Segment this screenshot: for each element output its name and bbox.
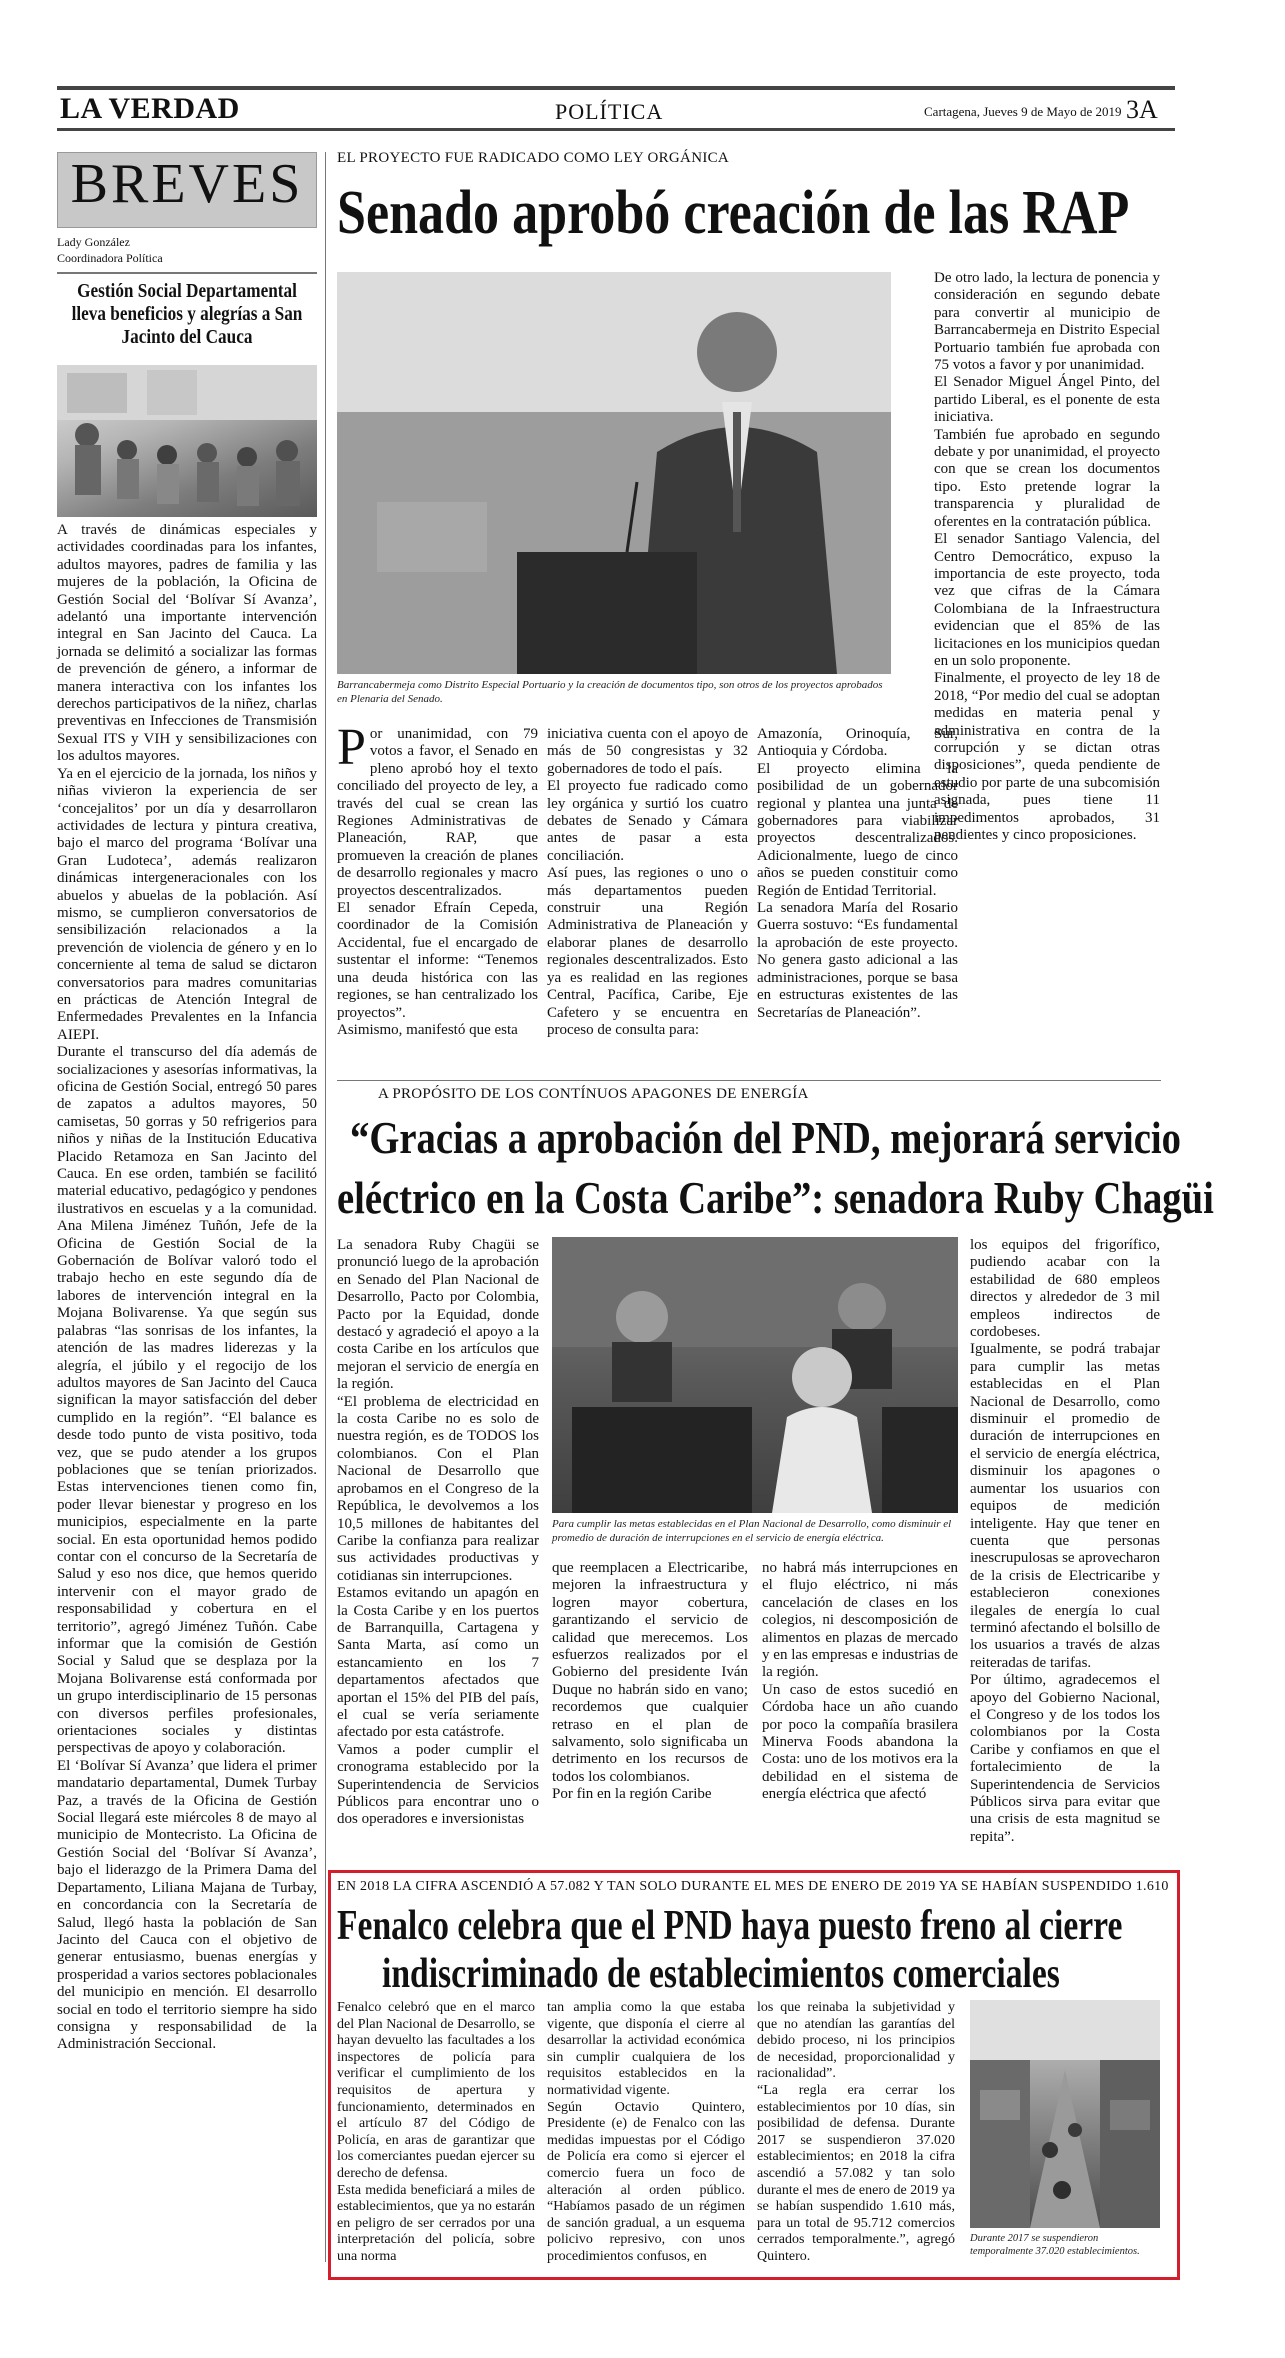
column-divider: [325, 152, 326, 2262]
page-number: 3A: [1126, 95, 1158, 124]
market-street-image: [970, 2000, 1160, 2228]
masthead-rule: [57, 128, 1175, 131]
story3-col3-text: los que reinaba la subjetividad y que no atendían las garantías del debido proceso, ni los principios de necesidad, proporcionalidad y racionalidad”. “La regla era cerrar los establecimientos por 10 días, sin posibilidad de defensa. Durante 2017 se suspendieron 37.020 establecimientos; en 2018 la cifra ascendió a 57.082 y tan solo durante el mes de enero de 2019 ya se habían suspendido 1.610 más, para un total de 95.712 comercios cerrados temporalmente.”, agregó Quintero.: [757, 2000, 955, 2264]
story3-headline-line2: indiscriminado de establecimientos comerciales: [382, 1951, 1060, 1997]
breves-rule: [57, 272, 317, 274]
story1-caption: Barrancabermeja como Distrito Especial Portuario y la creación de documentos tipo, son otros de los proyectos aprobados en Plenaria del Senado.: [337, 679, 883, 705]
masthead-title: LA VERDAD: [60, 92, 240, 125]
senator-seated-image: [552, 1237, 958, 1513]
story3-col2-text: tan amplia como la que estaba vigente, que disponía el cierre al desarrollar la actividad económica sin cumplir cualquiera de los requisitos establecidos en la normatividad vigente. Según Octavio Quintero, Presidente (e) de Fenalco con las medidas impuestas por el Código de Policía era como si ejercer el comercio fuera un foco de alteración al orden público. “Habíamos pasado de un régimen de sanción gradual, a un esquema policivo represivo, con unos procedimientos confusos, en: [547, 2000, 745, 2264]
story1-col4: [934, 270, 1160, 1022]
story1-headline: Senado aprobó creación de las RAP: [337, 179, 1130, 247]
breves-body-text: A través de dinámicas especiales y actividades coordinadas para los infantes, adultos mayores, padres de familia y las mujeres de la población, la Oficina de Gestión Social del ‘Bolívar Sí Avanza’, adelantó una importante intervención integral en San Jacinto del Cauca. La jornada se delimitó a socializar las formas de prevención de género, a informar de manera interactiva con los infantes los derechos participativos de la niñez, charlas preventivas en Infecciones de Transmisión Sexual ITS y VIH y sensibilizaciones con los adultos mayores. Ya en el ejercicio de la jornada, los niños y niñas vivieron la experiencia de ser ‘concejalitos’ por un día y desarrollaron actividades de lectura y pintura creativa, bajo el marco del programa ‘Bolívar una Gran Ludoteca’, además realizaron dinámicas intergeneracionales con los abuelos y abuelas de la población. Así mismo, se cumplieron conversatorios de sensibilización relacionados a la prevención de violencia de género y en lo concerniente al tema de salud se dictaron conversatorios para madres comunitarias en prácticas de Atención Integral de Enfermedades Prevalentes en la Infancia AIEPI. Durante el transcurso del día además de socializaciones y asesorías informativas, la oficina de Gestión Social, entregó 50 pares de zapatos a adultos mayores, 50 camisetas, 50 gorras y 50 refrigerios para niños y niñas de la Institución Educativa Placido Retamoza en San Jacinto del Cauca. En ese orden, también se facilitó material educativo, pedagógico y pendones ilustrativos en escuelas y a la comunidad. Ana Milena Jiménez Tuñón, Jefe de la Oficina de Gestión Social de la Gobernación de Bolívar valoró todo el trabajo hecho en este segundo día de labores de intervención integral en la Mojana Bolivarense. Ya que según sus palabras “las sonrisas de los infantes, la atención de las madres liderezas y la alegría, el júbilo y el regocijo de los adultos mayores de San Jacinto del Cauca significan la mayor satisfacción del deber cumplido en la región”. “El balance es desde todo punto de vista positivo, toda vez, que se pudo atender a los grupos poblaciones que se tenían priorizados. Estas intervenciones tienen como fin, poder llevar bienestar y progreso en los municipios, especialmente en la parte social. En esta oportunidad hemos podido contar con el concurso de la Secretaría de Salud y eso nos dice, que hemos querido intervenir con el mayor grado de responsabilidad y cobertura en el territorio”, agregó Jiménez Tuñón. Cabe informar que la comisión de Gestión Social y Salud que se desplaza por la Mojana Bolivarense está conformada por un grupo interdisciplinario de 15 personas con diversos perfiles profesionales, orientaciones sociales y distintas perspectivas de apoyo y colaboración. El ‘Bolívar Sí Avanza’ que lidera el primer mandatario departamental, Dumek Turbay Paz, a través de la Oficina de Gestión Social llegará este miércoles 8 de mayo al municipio de Montecristo. La Oficina de Gestión Social del ‘Bolívar Sí Avanza’, bajo el liderazgo de la Primera Dama del Departamento, Liliana Majana de Turbay, en concordancia con la Secretaría de Salud, llegó hasta la población de San Jacinto del Cauca con el objetivo de generar entusiasmo, buenas energías y prosperidad a varios sectores poblacionales del municipio en mención. El desarrollo social en todo el territorio siempre ha sido consigna y responsabilidad de la Administración Seccional.: [57, 522, 317, 2053]
story1-col1: [337, 719, 538, 1038]
story3-caption: Durante 2017 se suspendieron temporalmente 37.020 establecimientos.: [970, 2233, 1140, 2257]
story3-col2: [547, 2000, 745, 2272]
section-title: POLÍTICA: [555, 99, 664, 124]
story1-col1-text: or unanimidad, con 79 votos a favor, el Senado en pleno aprobó hoy el texto conciliado del proyecto de ley, a través del cual se crean las Regiones Administrativas de Planeación, RAP, que promueven la creación de planes de desarrollo regionales y macro proyectos descentralizados. El senador Efraín Cepeda, coordinador de la Comisión Accidental, fue el encargado de sustentar el informe: “Tenemos una deuda histórica con las regiones, se han centralizado los proyectos”. Asimismo, manifestó que esta: [337, 726, 538, 1038]
story1-kicker: EL PROYECTO FUE RADICADO COMO LEY ORGÁNICA: [337, 150, 730, 166]
story1-col3: [757, 726, 958, 1022]
dateline: Cartagena, Jueves 9 de Mayo de 2019: [924, 104, 1122, 119]
story2-kicker: A PROPÓSITO DE LOS CONTÍNUOS APAGONES DE ENERGÍA: [378, 1086, 809, 1102]
breves-photo: [57, 365, 317, 517]
senator-speaking-image: [337, 272, 891, 674]
breves-banner: BREVES: [57, 152, 317, 228]
story2-caption: Para cumplir las metas establecidas en el Plan Nacional de Desarrollo, como disminuir el promedio de duración de interrupciones en el servicio de energía eléctrica.: [552, 1518, 952, 1544]
top-rule: [57, 86, 1175, 90]
story3-photo: [970, 2000, 1160, 2228]
story2-photo: [552, 1237, 958, 1513]
story2-headline-line2: eléctrico en la Costa Caribe”: senadora Ruby Chagüi: [337, 1172, 1214, 1223]
breves-byline: [57, 234, 317, 266]
byline-name: Lady González: [57, 235, 130, 249]
breves-headline: Gestión Social Departamental lleva beneficios y alegrías a San Jacinto del Cauca: [71, 280, 303, 348]
story3-kicker: EN 2018 LA CIFRA ASCENDIÓ A 57.082 Y TAN SOLO DURANTE EL MES DE ENERO DE 2019 YA SE HABÍAN SUSPENDIDO 1.610: [337, 1879, 1169, 1894]
story2-col2-text: que reemplacen a Electricaribe, mejoren la infraestructura y logren mayor cobertura, garantizando el servicio de calidad que merecemos. Los esfuerzos realizados por el Gobierno del presidente Iván Duque no habrán sido en vano; recordemos que cualquier retraso en el plan de salvamento, solo significaba un detrimento en los recursos de todos los colombianos. Por fin en la región Caribe: [552, 1560, 748, 1803]
story3-headline-line1: Fenalco celebra que el PND haya puesto freno al cierre: [337, 1903, 1123, 1949]
story1-col2: [547, 726, 748, 1038]
story1-col2-text: iniciativa cuenta con el apoyo de más de 50 congresistas y 32 gobernadores de todo el país. El proyecto fue radicado como ley orgánica y surtió los cuatro debates de Senado y Cámara antes de pasar a esta conciliación. Así pues, las regiones o uno o más departamentos pueden construir una Región Administrativa de Planeación y elaborar planes de desarrollo regionales descentralizados. Esto ya es realidad en las regiones Central, Pacífica, Caribe, Eje Cafetero y se encuentra en proceso de consulta para:: [547, 726, 748, 1038]
breves-body: [57, 522, 317, 2260]
children-group-image: [57, 365, 317, 517]
story3-col1-text: Fenalco celebró que en el marco del Plan Nacional de Desarrollo, se hayan devuelto las facultades a los inspectores de policía para verificar el cumplimiento de los requisitos de apertura y funcionamiento, determinados en el artículo 87 del Código de Policía, en aras de garantizar que los comerciantes puedan ejercer su derecho de defensa. Esta medida beneficiará a miles de establecimientos, que ya no estarán en peligro de ser cerrados por una interpretación del policía, sobre una norma: [337, 2000, 535, 2264]
story1-col3-text: Amazonía, Orinoquía, Sur, Antioquia y Córdoba. El proyecto elimina la posibilidad de un gobernador regional y plantea una junta de gobernadores para viabilizar proyectos descentralizados. Adicionalmente, luego de cinco años se pueden constituir como Región de Entidad Territorial. La senadora María del Rosario Guerra sostuvo: “Es fundamental la aprobación de este proyecto. No genera gasto adicional a las administraciones, porque se basa en estructuras existentes de las Secretarías de Planeación”.: [757, 726, 958, 1021]
story1-dropcap: P: [337, 719, 366, 776]
story2-headline-line1: “Gracias a aprobación del PND, mejorará servicio: [350, 1112, 1181, 1163]
story1-bottom-rule: [337, 1080, 1161, 1081]
story2-col3-text: no habrá más interrupciones en el flujo eléctrico, ni más cancelación de clases en los colegios, ni descomposición de alimentos en plazas de mercado y en las empresas e industrias de la región. Un caso de estos sucedió en Córdoba hace un año cuando por poco la compañía brasilera Minerva Foods abandona la Costa: uno de los motivos era la debilidad en el sistema de energía eléctrica que afectó: [762, 1560, 958, 1803]
story2-col1-text: La senadora Ruby Chagüi se pronunció luego de la aprobación en Senado del Plan Nacional de Desarrollo, Pacto por Colombia, Pacto por la Equidad, donde destacó y agradeció el apoyo a la costa Caribe en los artículos que mejoran el servicio de energía en la región. “El problema de electricidad en la costa Caribe no es solo de nuestra región, es de TODOS los colombianos. Con el Plan Nacional de Desarrollo que aprobamos en el Congreso de la República, le devolvemos a los 10,5 millones de habitantes del Caribe la confianza para realizar sus actividades productivas y cotidianas sin interrupciones. Estamos evitando un apagón en la Costa Caribe y en los puertos de Barranquilla, Cartagena y Santa Marta, así como un estancamiento en los 7 departamentos afectados que aportan el 15% del PIB del país, el cual se vería seriamente afectado por esta catástrofe. Vamos a poder cumplir el cronograma establecido por la Superintendencia de Servicios Públicos para encontrar uno o dos operadores e inversionistas: [337, 1237, 539, 1828]
byline-role: Coordinadora Política: [57, 251, 163, 265]
story1-photo: [337, 272, 891, 674]
story3-col3: [757, 2000, 955, 2272]
story3-col1: [337, 2000, 535, 2272]
story1-col4-text: De otro lado, la lectura de ponencia y consideración en segundo debate para convertir al municipio de Barrancabermeja en Distrito Especial Portuario también fue aprobada con 75 votos a favor y por unanimidad. El Senador Miguel Ángel Pinto, del partido Liberal, es el ponente de esta iniciativa. También fue aprobado en segundo debate y por unanimidad, el proyecto con que se crean los documentos tipo. Esto pretende lograr la transparencia y pluralidad de oferentes en la contratación pública. El senador Santiago Valencia, del Centro Democrático, expuso la importancia de este proyecto, toda vez que cifras de la Cámara Colombiana de la Infraestructura evidencian que el 85% de las licitaciones en los municipios quedan en un solo proponente. Finalmente, el proyecto de ley 18 de 2018, “Por medio del cual se adoptan medidas en materia penal y administrativa en contra de la corrupción y se dictan otras disposiciones”, queda pendiente de estudio por parte de una subcomisión asignada, pues tiene 11 impedimentos aprobados, 31 pendientes y cinco proposiciones.: [934, 270, 1160, 843]
story2-col4-text: los equipos del frigorífico, pudiendo acabar con la estabilidad de 680 empleos directos y alrededor de 3 mil empleos indirectos de cordobeses. Igualmente, se podrá trabajar para cumplir las metas establecidas en el Plan Nacional de Desarrollo, como disminuir el promedio de duración de interrupciones en el servicio de energía eléctrica, disminuir los apagones o aumentar los usuarios con equipos de medición inteligente. Hay que tener en cuenta que personas inescrupulosas se aprovecharon de la crisis de Electricaribe y establecieron conexiones ilegales de energía lo cual terminó afectando el bolsillo de los usuarios a través de alzas reiteradas de tarifas. Por último, agradecemos el apoyo del Gobierno Nacional, el Congreso y de los todos los colombianos por la Costa Caribe y confiamos en que el fortalecimiento de la Superintendencia de Servicios Públicos sirva para evitar que una crisis de esta magnitud se repita”.: [970, 1237, 1160, 1845]
